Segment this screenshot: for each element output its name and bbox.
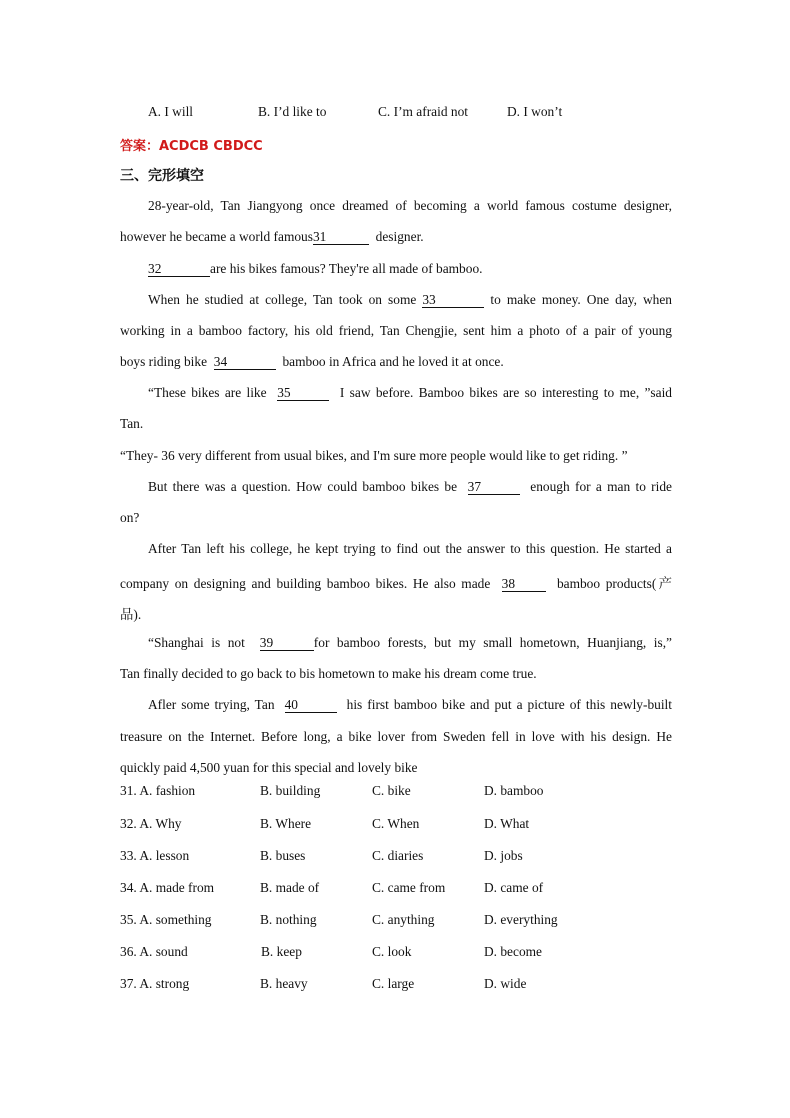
question-option: D. everything xyxy=(484,912,558,927)
question-option: B. keep xyxy=(261,944,302,959)
passage-line: “They- 36 very different from usual bikes, and I'm sure more people would like to get riding. ” xyxy=(120,448,628,463)
question-option: C. anything xyxy=(372,912,435,927)
blank-37: 37 xyxy=(468,480,520,495)
blank-40: 40 xyxy=(285,698,337,713)
question-option: B. buses xyxy=(260,848,306,863)
blank-39: 39 xyxy=(260,636,314,651)
passage-text: however he became a world famous xyxy=(120,229,313,244)
passage-line: Tan finally decided to go back to bis hometown to make his dream come true. xyxy=(120,666,537,681)
passage-line xyxy=(120,229,672,245)
passage-line xyxy=(148,479,672,495)
question-option: D. bamboo xyxy=(484,783,544,798)
passage-text: bamboo in Africa and he loved it at once. xyxy=(282,354,504,369)
passage-text: “Shanghai is not xyxy=(148,635,245,650)
passage-line xyxy=(120,354,672,370)
passage-line: quickly paid 4,500 yuan for this special and lovely bike xyxy=(120,760,418,775)
question-option: 34. A. made from xyxy=(120,880,215,895)
passage-line xyxy=(148,385,672,401)
question-option: 37. A. strong xyxy=(120,976,190,991)
blank-31: 31 xyxy=(313,230,369,245)
passage-text: “These bikes are like xyxy=(148,385,267,400)
question-row xyxy=(120,848,680,868)
blank-34: 34 xyxy=(214,355,276,370)
question-row xyxy=(120,816,680,836)
passage-text: Afler some trying, Tan xyxy=(148,697,275,712)
question-option: D. came of xyxy=(484,880,544,895)
blank-35: 35 xyxy=(277,386,329,401)
passage-line xyxy=(148,261,672,277)
passage-text: company on designing and building bamboo bikes. He also made xyxy=(120,576,491,591)
passage-line xyxy=(120,573,672,592)
passage-line xyxy=(148,292,672,308)
passage-line: Tan. xyxy=(120,416,144,431)
question-option: D. become xyxy=(484,944,543,959)
passage-line: working in a bamboo factory, his old friend, Tan Chengjie, sent him a photo of a pair of young xyxy=(120,323,672,338)
passage-text: for bamboo forests, but my small hometown, Huanjiang, is,” xyxy=(313,635,672,650)
passage-line: 28-year-old, Tan Jiangyong once dreamed of becoming a world famous costume designer, xyxy=(148,198,672,213)
question-option: B. Where xyxy=(260,816,312,831)
question-option: C. diaries xyxy=(372,848,424,863)
passage-text: bamboo products(产 xyxy=(556,576,672,591)
passage-line: After Tan left his college, he kept trying to find out the answer to this question. He started a xyxy=(148,541,672,556)
passage-line: treasure on the Internet. Before long, a bike lover from Sweden fell in love with his design. He xyxy=(120,729,672,744)
question-option: B. made of xyxy=(260,880,320,895)
question-row xyxy=(120,880,680,900)
question-option: B. building xyxy=(260,783,321,798)
passage-text: are his bikes famous? They're all made of bamboo. xyxy=(210,261,483,276)
blank-32: 32 xyxy=(148,262,210,277)
passage-line xyxy=(148,635,672,651)
passage-text: I saw before. Bamboo bikes are so interesting to me, ”said xyxy=(339,385,673,400)
question-option: C. look xyxy=(372,944,412,959)
question-option: C. When xyxy=(372,816,420,831)
passage-line xyxy=(148,697,672,713)
question-option: 36. A. sound xyxy=(120,944,188,959)
passage-text: to make money. One day, when xyxy=(490,292,672,307)
passage-text: But there was a question. How could bamboo bikes be xyxy=(148,479,458,494)
question-option: C. came from xyxy=(372,880,446,895)
question-row xyxy=(120,944,680,964)
question-option: 35. A. something xyxy=(120,912,212,927)
passage-text: his first bamboo bike and put a picture of this newly-built xyxy=(346,697,673,712)
option-c: C. I’m afraid not xyxy=(378,104,468,119)
passage-text: enough for a man to ride xyxy=(530,479,672,494)
question-option: D. jobs xyxy=(484,848,523,863)
answer-key: 答案：ACDCB CBDCC xyxy=(120,139,263,154)
question-option: D. What xyxy=(484,816,530,831)
passage-text: When he studied at college, Tan took on some xyxy=(148,292,417,307)
blank-33: 33 xyxy=(422,293,484,308)
question-row xyxy=(120,783,680,803)
question-option: 31. A. fashion xyxy=(120,783,196,798)
prev-question-options xyxy=(120,104,680,124)
passage-text: boys riding bike xyxy=(120,354,208,369)
question-row xyxy=(120,912,680,932)
question-option: C. bike xyxy=(372,783,411,798)
question-option: B. heavy xyxy=(260,976,308,991)
question-option: B. nothing xyxy=(260,912,317,927)
question-option: 32. A. Why xyxy=(120,816,182,831)
option-a: A. I will xyxy=(148,104,194,119)
option-b: B. I’d like to xyxy=(258,104,327,119)
passage-line: 品). xyxy=(120,607,142,622)
question-row xyxy=(120,976,680,996)
question-option: C. large xyxy=(372,976,415,991)
blank-38: 38 xyxy=(502,577,546,592)
passage-line: on? xyxy=(120,510,140,525)
passage-text: designer. xyxy=(375,229,424,244)
section-title: 三、完形填空 xyxy=(120,168,204,184)
question-option: D. wide xyxy=(484,976,527,991)
option-d: D. I won’t xyxy=(507,104,563,119)
question-option: 33. A. lesson xyxy=(120,848,190,863)
